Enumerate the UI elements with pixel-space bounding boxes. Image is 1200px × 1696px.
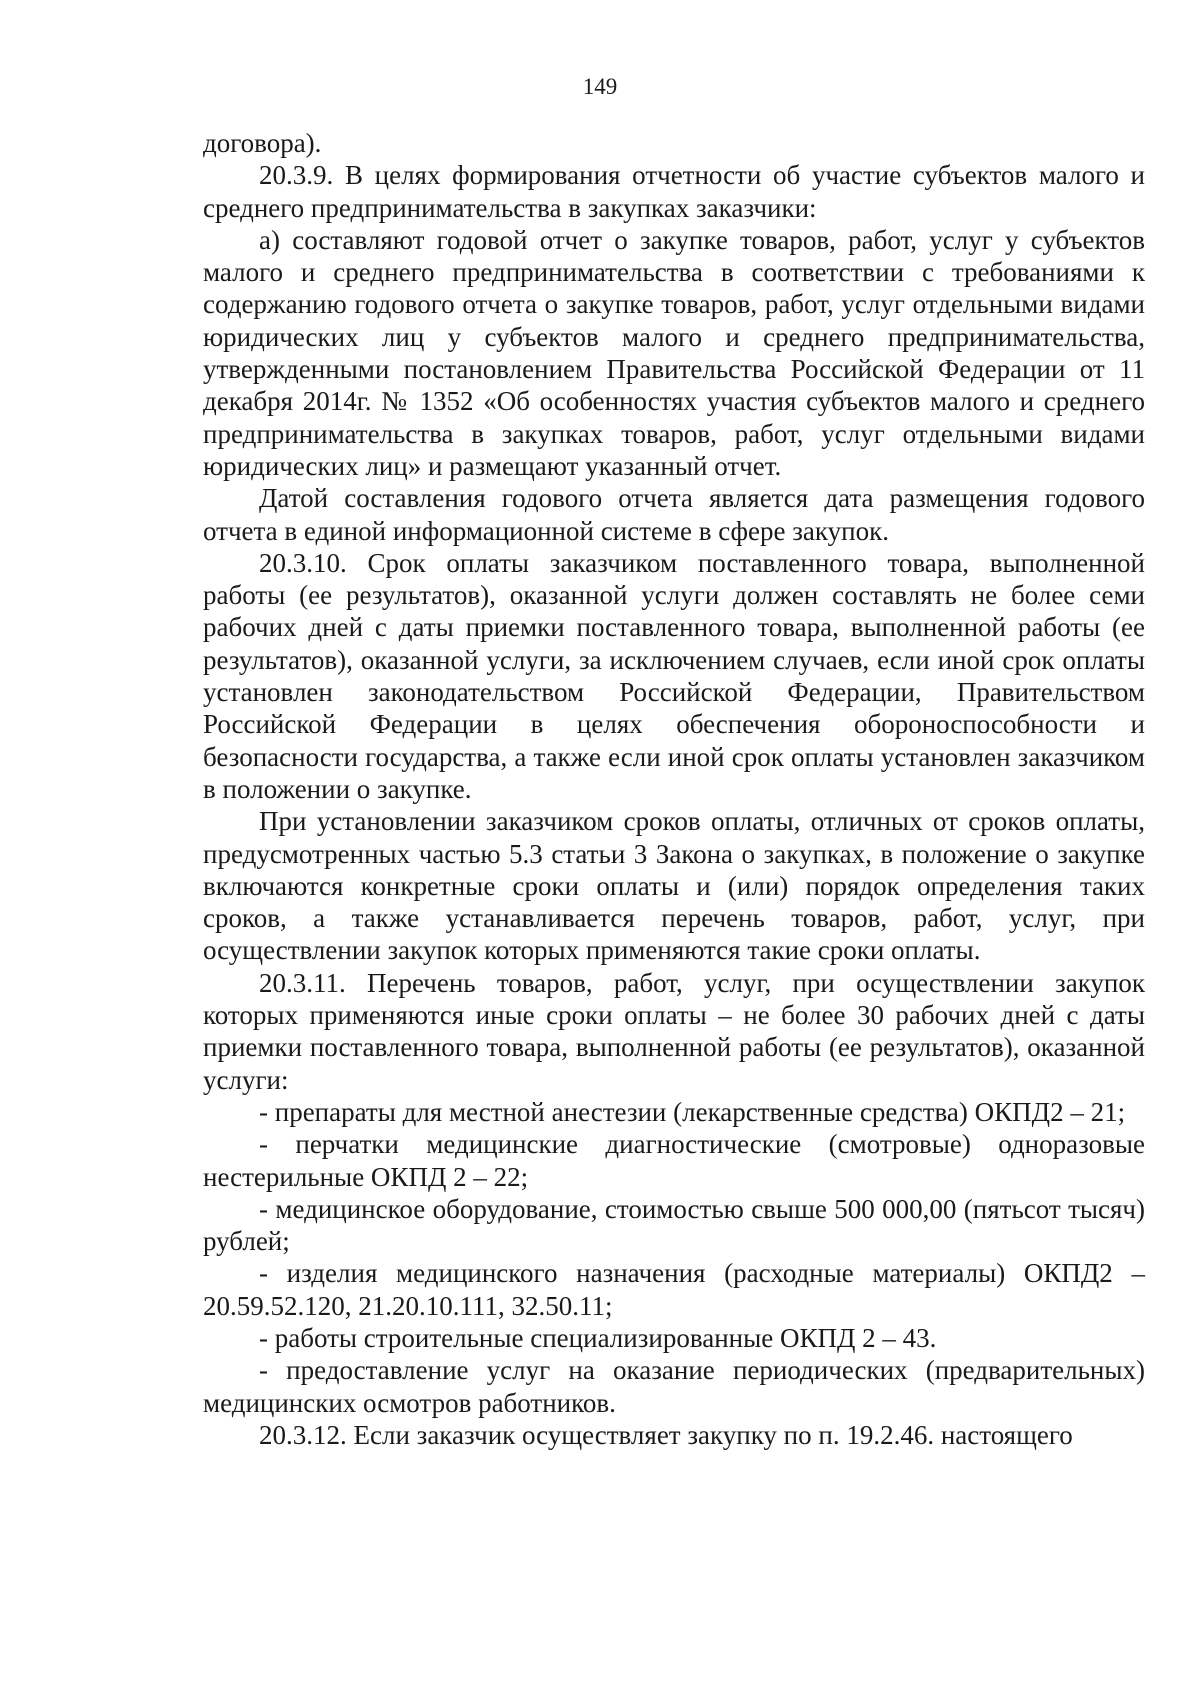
paragraph-20-3-9: 20.3.9. В целях формирования отчетности об участие субъектов малого и среднего предпринимательства в закупках заказчики: — [203, 160, 1145, 223]
paragraph-20-3-11: 20.3.11. Перечень товаров, работ, услуг, при осуществлении закупок которых применяются иные сроки оплаты – не более 30 рабочих дней с даты приемки поставленного товара, выполненной работы (ее результатов), оказанной услуги: — [203, 967, 1145, 1095]
paragraph-20-3-9-a: а) составляют годовой отчет о закупке товаров, работ, услуг у субъектов малого и среднего предпринимательства в соответствии с требованиями к содержанию годового отчета о закупке товаров, работ, услуг отдельными видами юридических лиц у субъектов малого и среднего предпринимательства, утвержденными постановлением Правительства Российской Федерации от 11 декабря 2014г. № 1352 «Об особенностях участия субъектов малого и среднего предпринимательства в закупках товаров, работ, услуг отдельными видами юридических лиц» и размещают указанный отчет. — [203, 224, 1145, 481]
list-item: - работы строительные специализированные ОКПД 2 – 43. — [259, 1322, 937, 1353]
list-item: - препараты для местной анестезии (лекарственные средства) ОКПД2 – 21; — [259, 1096, 1126, 1127]
paragraph-20-3-10: 20.3.10. Срок оплаты заказчиком поставленного товара, выполненной работы (ее результатов), оказанной услуги должен составлять не более семи рабочих дней с даты приемки поставленного товара, выполненной работы (ее результатов), оказанной услуги, за исключением случаев, если иной срок оплаты установлен законодательством Российской Федерации, Правительством Российской Федерации в целях обеспечения обороноспособности и безопасности государства, а также если иной срок оплаты установлен заказчиком в положении о закупке. — [203, 547, 1145, 804]
document-body — [203, 127, 1145, 1451]
paragraph-20-3-12: 20.3.12. Если заказчик осуществляет закупку по п. 19.2.46. настоящего — [259, 1419, 1073, 1450]
list-item: - предоставление услуг на оказание периодических (предварительных) медицинских осмотров работников. — [203, 1355, 1145, 1418]
list-item: - медицинское оборудование, стоимостью свыше 500 000,00 (пятьсот тысяч) рублей; — [203, 1193, 1145, 1257]
paragraph-continuation: договора). — [203, 128, 322, 158]
page-number: 149 — [582, 74, 618, 99]
paragraph-payment-terms: При установлении заказчиком сроков оплаты, отличных от сроков оплаты, предусмотренных частью 5.3 статьи 3 Закона о закупках, в положение о закупке включаются конкретные сроки оплаты и (или) порядок определения таких сроков, а также устанавливается перечень товаров, работ, услуг, при осуществлении закупок которых применяются такие сроки оплаты. — [203, 806, 1145, 966]
paragraph-report-date: Датой составления годового отчета является дата размещения годового отчета в единой информационной системе в сфере закупок. — [203, 483, 1145, 546]
list-item: - перчатки медицинские диагностические (смотровые) одноразовые нестерильные ОКПД 2 – 22; — [203, 1129, 1145, 1192]
list-item: - изделия медицинского назначения (расходные материалы) ОКПД2 – 20.59.52.120, 21.20.10.111, 32.50.11; — [203, 1258, 1145, 1321]
